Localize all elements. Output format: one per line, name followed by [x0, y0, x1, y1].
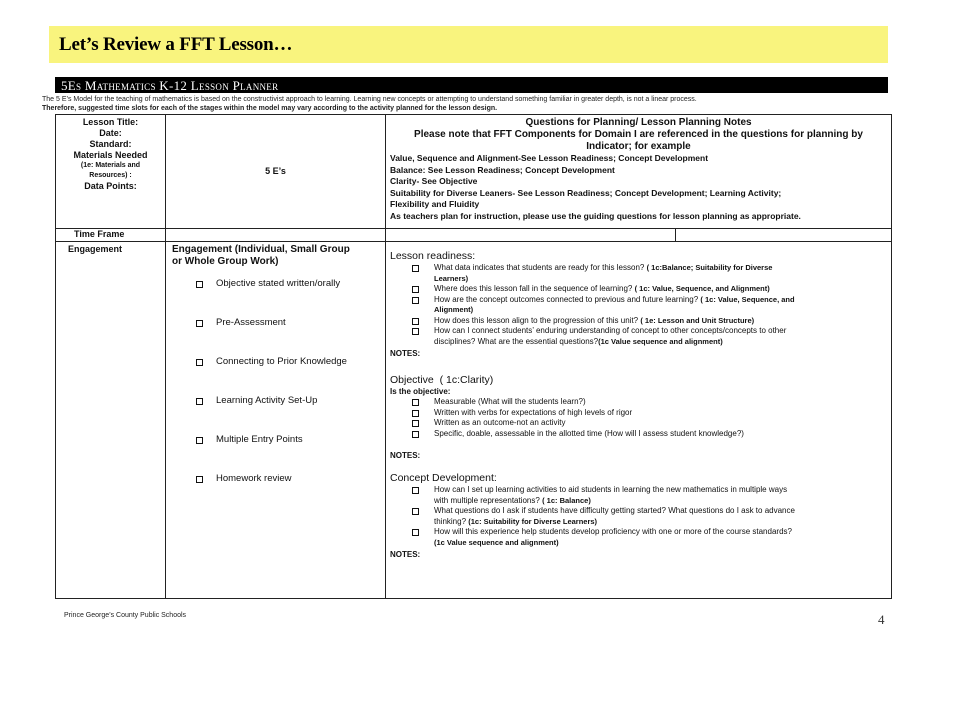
checkbox-icon	[412, 328, 419, 335]
document-intro	[42, 95, 892, 113]
checkbox-icon	[196, 437, 203, 444]
checkbox-icon	[196, 281, 203, 288]
checkbox-icon	[412, 399, 419, 406]
list-item	[194, 434, 385, 473]
engagement-label: Engagement	[56, 242, 166, 599]
checkbox-icon	[412, 318, 419, 325]
checkbox-icon	[412, 508, 419, 515]
objective-subheading: Is the objective:	[390, 387, 451, 396]
header-5es: 5 E’s	[166, 115, 386, 229]
notes-label: NOTES:	[390, 349, 421, 358]
list-item	[194, 473, 385, 512]
fft-tag: ( 1e: Lesson and Unit Structure)	[640, 315, 755, 325]
question-text: How does this lesson align to the progression of this unit?	[434, 315, 641, 325]
questions-line: Flexibility and Fluidity	[390, 199, 480, 209]
page-number: 4	[878, 612, 885, 627]
questions-title: Questions for Planning/ Lesson Planning Notes	[525, 117, 752, 128]
question-text: Specific, doable, assessable in the allotted time (How will I assess student knowledge?)	[434, 428, 744, 438]
questions-line: Value, Sequence and Alignment-See Lesson Readiness; Concept Development	[390, 153, 709, 163]
questions-line: As teachers plan for instruction, please use the guiding questions for lesson planning as appropriate.	[390, 210, 801, 221]
footer-organization: Prince George’s County Public Schools	[64, 612, 187, 619]
time-frame-cell	[386, 229, 676, 242]
checkbox-icon	[196, 359, 203, 366]
checkbox-icon	[196, 476, 203, 483]
list-item	[408, 429, 887, 440]
engagement-heading-2: or Whole Group Work)	[172, 256, 279, 267]
intro-line-1: The 5 E’s Model for the teaching of mathematics is based on the constructivist approach to learning. Learning new concepts or attempting to understand something familiar in greater depth, is not a linear process.	[42, 96, 697, 103]
materials-note-2: Resources) :	[89, 172, 132, 179]
checkbox-icon	[196, 398, 203, 405]
lesson-readiness-list	[390, 263, 887, 347]
engagement-item-label: Multiple Entry Points	[216, 434, 303, 445]
engagement-item-label: Pre-Assessment	[216, 317, 286, 328]
time-frame-cell	[166, 229, 386, 242]
checkbox-icon	[412, 410, 419, 417]
list-item	[194, 395, 385, 434]
intro-line-2: Therefore, suggested time slots for each of the stages within the model may vary according to the activity planned for the lesson design.	[42, 105, 498, 112]
data-points-label: Data Points:	[84, 181, 137, 191]
question-text: How are the concept outcomes connected to previous and future learning?	[434, 294, 701, 304]
question-text: Where does this lesson fall in the sequence of learning?	[434, 284, 635, 293]
question-text: thinking?	[434, 516, 469, 526]
questions-note-2: Indicator; for example	[586, 141, 691, 152]
objective-heading	[390, 374, 887, 387]
checkbox-icon	[412, 420, 419, 427]
notes-label: NOTES:	[390, 550, 421, 559]
fft-tag: ( 1c:Balance; Suitability for Diverse	[646, 263, 773, 272]
list-item	[408, 496, 887, 507]
objective-fft-tag: ( 1c:Clarity)	[439, 374, 494, 386]
slide-title-bar	[49, 26, 888, 63]
lesson-planner-table	[55, 114, 892, 599]
concept-heading-colon: :	[493, 472, 497, 484]
checkbox-icon	[412, 265, 419, 272]
list-item	[408, 284, 887, 295]
list-item	[408, 326, 887, 337]
list-item	[408, 274, 887, 285]
questions-line: Clarity- See Objective	[390, 176, 478, 186]
list-item	[408, 538, 887, 549]
checkbox-icon	[412, 487, 419, 494]
checkbox-icon	[196, 320, 203, 327]
question-text: Written with verbs for expectations of high levels of rigor	[434, 407, 633, 417]
lesson-readiness-heading: Lesson readiness:	[390, 250, 476, 262]
concept-heading-text: Concept Development	[390, 472, 494, 484]
engagement-item-label: Objective stated written/orally	[216, 278, 341, 289]
slide-title: Let’s Review a FFT Lesson…	[59, 34, 293, 55]
list-item	[408, 305, 887, 316]
time-frame-cell	[676, 229, 892, 242]
list-item	[408, 517, 887, 528]
notes-label: NOTES:	[390, 451, 421, 460]
document-banner	[55, 77, 888, 93]
questions-line: Balance: See Lesson Readiness; Concept Development	[390, 164, 615, 175]
list-item	[408, 263, 887, 274]
engagement-heading-1: Engagement (Individual, Small Group	[172, 244, 350, 255]
list-item	[408, 418, 887, 429]
fft-tag: Alignment)	[434, 305, 474, 314]
fft-tag: (1c: Suitability for Diverse Learners)	[468, 516, 598, 526]
question-text: How can I connect students’ enduring understanding of concept to other concepts/concepts to other	[434, 326, 787, 335]
list-item	[408, 485, 887, 496]
question-text: Measurable (What will the students learn?)	[434, 397, 586, 406]
header-lesson-info	[56, 115, 166, 229]
date-label: Date:	[99, 128, 122, 138]
time-frame-label: Time Frame	[56, 229, 166, 242]
fft-tag: ( 1c: Balance)	[542, 495, 591, 505]
materials-note-1: (1e: Materials and	[80, 162, 141, 169]
fft-tag: Learners)	[434, 273, 469, 283]
list-item	[194, 278, 385, 317]
question-text: How can I set up learning activities to aid students in learning the new mathematics in multiple ways	[434, 485, 788, 494]
list-item	[408, 506, 887, 517]
lesson-title-label: Lesson Title:	[82, 117, 139, 127]
list-item	[408, 295, 887, 306]
questions-note: Please note that FFT Components for Domain I are referenced in the questions for planning by	[414, 129, 863, 140]
list-item	[194, 317, 385, 356]
engagement-cell	[166, 242, 386, 599]
objective-heading-text: Objective	[390, 374, 434, 386]
fft-tag: ( 1c: Value, Sequence, and	[700, 294, 795, 304]
engagement-item-label: Connecting to Prior Knowledge	[216, 356, 347, 367]
question-text: What data indicates that students are ready for this lesson?	[434, 263, 647, 272]
question-text: Written as an outcome-not an activity	[434, 418, 566, 427]
list-item	[194, 356, 385, 395]
document-banner-text: 5Es Mathematics K-12 Lesson Planner	[61, 78, 279, 93]
checkbox-icon	[412, 529, 419, 536]
list-item	[408, 527, 887, 538]
question-text: disciplines? What are the essential questions?	[434, 336, 599, 346]
engagement-item-label: Learning Activity Set-Up	[216, 395, 318, 406]
engagement-item-label: Homework review	[216, 473, 292, 484]
question-text: with multiple representations?	[434, 495, 543, 505]
fft-tag: ( 1c: Value, Sequence, and Alignment)	[634, 284, 770, 293]
concept-list	[390, 485, 887, 548]
checkbox-icon	[412, 297, 419, 304]
standard-label: Standard:	[89, 139, 132, 149]
header-questions	[386, 115, 892, 229]
concept-heading	[390, 472, 887, 485]
fft-tag: (1c Value sequence and alignment)	[434, 537, 559, 547]
fft-tag: (1c Value sequence and alignment)	[598, 336, 723, 346]
checkbox-icon	[412, 431, 419, 438]
checkbox-icon	[412, 286, 419, 293]
list-item	[408, 408, 887, 419]
list-item	[408, 316, 887, 327]
question-text: What questions do I ask if students have difficulty getting started? What questions do I ask to advance	[434, 506, 795, 515]
planning-notes-cell	[386, 242, 892, 599]
objective-list	[390, 397, 887, 439]
list-item	[408, 337, 887, 348]
questions-line: Suitability for Diverse Leaners- See Lesson Readiness; Concept Development; Learning Activity;	[390, 187, 782, 198]
materials-label: Materials Needed	[73, 150, 148, 160]
question-text: How will this experience help students develop proficiency with one or more of the course standards?	[434, 527, 792, 536]
list-item	[408, 397, 887, 408]
engagement-list	[194, 278, 385, 512]
